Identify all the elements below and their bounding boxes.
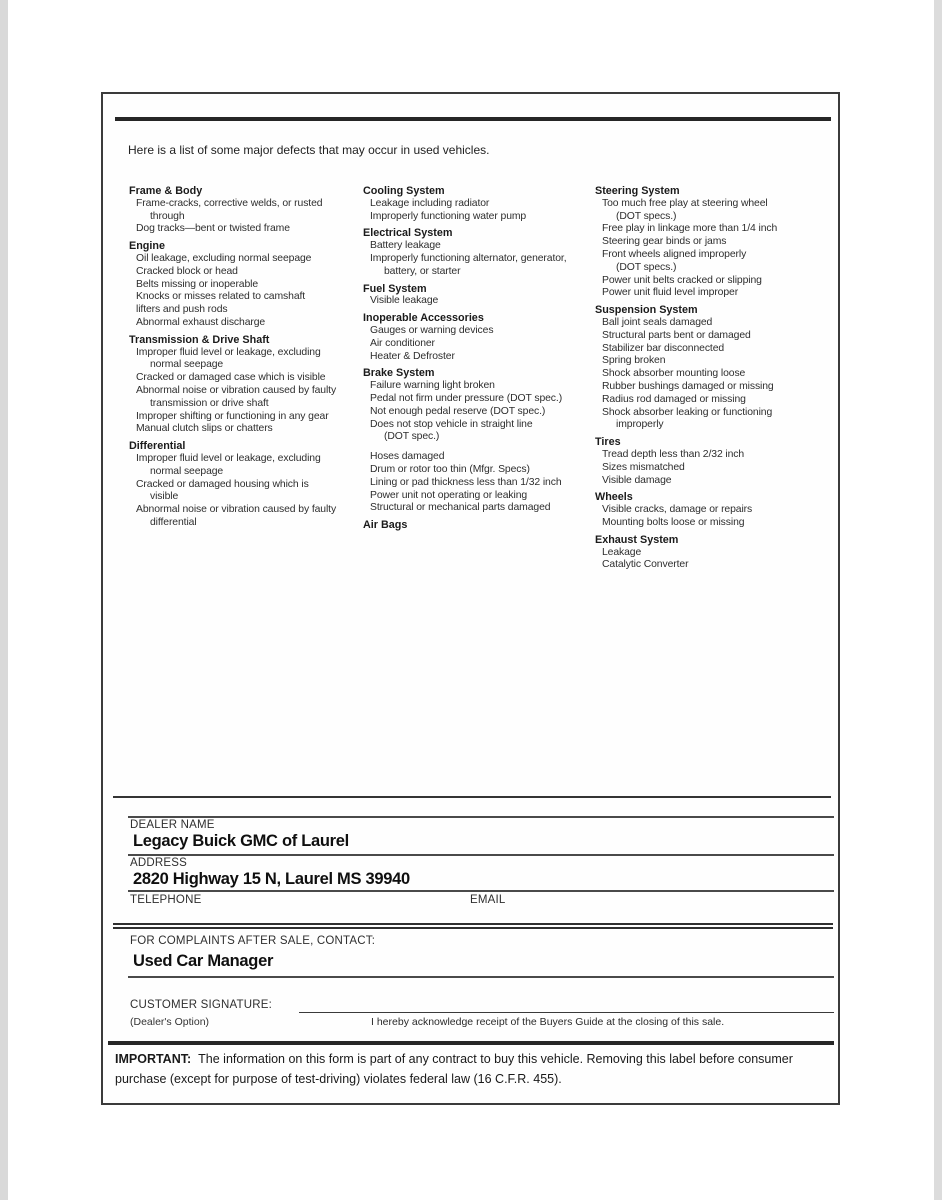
address-value: 2820 Highway 15 N, Laurel MS 39940 bbox=[133, 870, 410, 888]
defect-line: Oil leakage, excluding normal seepage bbox=[136, 252, 312, 264]
defect-line: Improperly functioning water pump bbox=[370, 210, 527, 222]
defect-line: Abnormal noise or vibration caused by faulty bbox=[136, 384, 337, 396]
defect-line: Steering gear binds or jams bbox=[602, 236, 727, 248]
defect-line: Dog tracks—bent or twisted frame bbox=[136, 223, 290, 235]
dealer-name-label: DEALER NAME bbox=[130, 819, 215, 831]
defect-section-heading: Brake System bbox=[363, 367, 435, 380]
defect-section bbox=[595, 185, 833, 300]
customer-signature-label: CUSTOMER SIGNATURE: bbox=[130, 999, 273, 1011]
complaints-label: FOR COMPLAINTS AFTER SALE, CONTACT: bbox=[130, 935, 376, 947]
dealer-name-value: Legacy Buick GMC of Laurel bbox=[133, 832, 349, 850]
defect-line: Tread depth less than 2/32 inch bbox=[602, 448, 745, 460]
defect-line: normal seepage bbox=[150, 465, 224, 477]
defect-line: Front wheels aligned improperly bbox=[602, 248, 747, 260]
defect-section bbox=[363, 312, 593, 363]
defect-line: Structural parts bent or damaged bbox=[602, 329, 751, 341]
dealer-section-top-rule bbox=[113, 796, 831, 798]
defect-line: Cracked or damaged housing which is bbox=[136, 478, 309, 490]
defects-intro-text: Here is a list of some major defects that may occur in used vehicles. bbox=[128, 143, 490, 157]
defect-line: Improper fluid level or leakage, excluding bbox=[136, 452, 321, 464]
defect-line: Structural or mechanical parts damaged bbox=[370, 502, 551, 514]
defect-section bbox=[595, 436, 833, 487]
defect-line: Failure warning light broken bbox=[370, 380, 495, 392]
acknowledgment-text: I hereby acknowledge receipt of the Buyers Guide at the closing of this sale. bbox=[371, 1016, 725, 1028]
defect-line: (DOT spec.) bbox=[384, 431, 440, 443]
defect-line: Not enough pedal reserve (DOT spec.) bbox=[370, 405, 546, 417]
defect-section bbox=[129, 334, 363, 436]
defect-line: Pedal not firm under pressure (DOT spec.) bbox=[370, 392, 563, 404]
defect-line: Visible damage bbox=[602, 474, 672, 486]
defect-line: Power unit belts cracked or slipping bbox=[602, 274, 762, 286]
customer-signature-line bbox=[299, 999, 834, 1013]
defect-line: Catalytic Converter bbox=[602, 559, 689, 571]
defect-section bbox=[595, 491, 833, 529]
defect-section-heading: Suspension System bbox=[595, 304, 698, 317]
defect-line: Radius rod damaged or missing bbox=[602, 393, 746, 405]
address-top-rule bbox=[128, 854, 834, 856]
defect-line: Drum or rotor too thin (Mfgr. Specs) bbox=[370, 463, 530, 475]
buyers-guide-page bbox=[101, 92, 840, 1105]
defect-line: Shock absorber mounting loose bbox=[602, 368, 746, 380]
defect-line: Sizes mismatched bbox=[602, 461, 685, 473]
defect-line: Improperly functioning alternator, generator, bbox=[370, 252, 567, 264]
defect-section bbox=[595, 304, 833, 432]
defect-line: Hoses damaged bbox=[370, 451, 445, 463]
address-label: ADDRESS bbox=[130, 857, 187, 869]
defect-line: through bbox=[150, 210, 185, 222]
defect-line: Leakage including radiator bbox=[370, 197, 490, 209]
defect-line: differential bbox=[150, 516, 197, 528]
defect-line: Visible cracks, damage or repairs bbox=[602, 504, 753, 516]
defect-line: improperly bbox=[616, 419, 664, 431]
important-text: The information on this form is part of any contract to buy this vehicle. Removing this label before consumer purchase (except for purpose of test-driving) violates federal law (16 C.F.R. 455). bbox=[115, 1052, 793, 1086]
defect-line: Knocks or misses related to camshaft bbox=[136, 291, 306, 303]
defect-section bbox=[363, 283, 593, 309]
defect-section bbox=[363, 367, 593, 515]
defect-section bbox=[363, 227, 593, 278]
defect-line: Battery leakage bbox=[370, 240, 441, 252]
defect-section-heading: Transmission & Drive Shaft bbox=[129, 333, 270, 346]
defect-line: Cracked block or head bbox=[136, 265, 238, 277]
defect-section bbox=[129, 240, 363, 330]
defect-line: lifters and push rods bbox=[136, 304, 228, 316]
defect-section-heading: Steering System bbox=[595, 185, 680, 197]
complaints-value: Used Car Manager bbox=[133, 952, 274, 970]
defect-line: Belts missing or inoperable bbox=[136, 278, 259, 290]
defect-section-heading: Engine bbox=[129, 240, 165, 253]
viewer-edge-left bbox=[0, 0, 8, 1200]
defect-line: Power unit not operating or leaking bbox=[370, 489, 528, 501]
defect-section-heading: Exhaust System bbox=[595, 533, 679, 546]
defect-section bbox=[129, 185, 363, 236]
defect-line: Stabilizer bar disconnected bbox=[602, 342, 725, 354]
defect-line: transmission or drive shaft bbox=[150, 397, 269, 409]
complaints-section-rule bbox=[113, 923, 833, 929]
defect-line: Free play in linkage more than 1/4 inch bbox=[602, 223, 778, 235]
defect-line: Spring broken bbox=[602, 355, 666, 367]
defect-line: Does not stop vehicle in straight line bbox=[370, 418, 533, 430]
defect-section-heading: Electrical System bbox=[363, 227, 453, 240]
defect-line: Lining or pad thickness less than 1/32 inch bbox=[370, 476, 562, 488]
defect-section-heading: Cooling System bbox=[363, 185, 445, 197]
defect-line: Shock absorber leaking or functioning bbox=[602, 406, 773, 418]
email-label: EMAIL bbox=[470, 894, 506, 906]
defects-column-2 bbox=[595, 185, 833, 572]
defect-line: Power unit fluid level improper bbox=[602, 287, 739, 299]
defects-column-0 bbox=[129, 185, 363, 530]
defect-line: Abnormal noise or vibration caused by faulty bbox=[136, 504, 337, 516]
defect-line: Visible leakage bbox=[370, 295, 439, 307]
telephone-label: TELEPHONE bbox=[130, 894, 202, 906]
defect-line: Air conditioner bbox=[370, 337, 435, 349]
defect-line: normal seepage bbox=[150, 359, 224, 371]
defect-section-heading: Frame & Body bbox=[129, 185, 203, 197]
defect-line: Rubber bushings damaged or missing bbox=[602, 380, 774, 392]
defect-line: Gauges or warning devices bbox=[370, 324, 494, 336]
dealers-option-note: (Dealer's Option) bbox=[130, 1016, 210, 1028]
defect-line: Mounting bolts loose or missing bbox=[602, 516, 745, 528]
defect-section-heading: Fuel System bbox=[363, 282, 427, 295]
complaints-bottom-rule bbox=[128, 976, 834, 978]
defect-section-heading: Tires bbox=[595, 436, 621, 449]
defect-line: Cracked or damaged case which is visible bbox=[136, 372, 326, 384]
defect-line: Frame-cracks, corrective welds, or rusted bbox=[136, 197, 323, 209]
defect-line: Manual clutch slips or chatters bbox=[136, 423, 273, 435]
defect-section bbox=[129, 440, 363, 530]
defect-line: visible bbox=[150, 491, 179, 503]
defect-section-heading: Inoperable Accessories bbox=[363, 312, 484, 325]
defect-line: Too much free play at steering wheel bbox=[602, 197, 768, 209]
defect-line: Improper shifting or functioning in any gear bbox=[136, 410, 329, 422]
defect-section bbox=[595, 534, 833, 572]
defect-line: Abnormal exhaust discharge bbox=[136, 316, 266, 328]
defect-section bbox=[363, 519, 593, 532]
important-label: IMPORTANT: bbox=[115, 1052, 192, 1066]
defect-line: Heater & Defroster bbox=[370, 350, 455, 362]
defect-line: Ball joint seals damaged bbox=[602, 316, 713, 328]
defect-line: battery, or starter bbox=[384, 265, 461, 277]
defect-section bbox=[363, 185, 593, 223]
telephone-top-rule bbox=[128, 890, 834, 892]
defect-line: Leakage bbox=[602, 546, 642, 558]
defect-line: (DOT specs.) bbox=[616, 210, 677, 222]
viewer-edge-right bbox=[934, 0, 942, 1200]
defect-section-heading: Differential bbox=[129, 440, 186, 453]
important-top-rule bbox=[108, 1041, 834, 1045]
dealer-name-top-rule bbox=[128, 816, 834, 818]
defect-section-heading: Air Bags bbox=[363, 519, 408, 532]
important-notice bbox=[115, 1050, 831, 1089]
defect-line: (DOT specs.) bbox=[616, 261, 677, 273]
top-thick-rule bbox=[115, 117, 831, 121]
defect-section-heading: Wheels bbox=[595, 491, 633, 504]
defects-column-1 bbox=[363, 185, 593, 532]
defect-line: Improper fluid level or leakage, excluding bbox=[136, 346, 321, 358]
